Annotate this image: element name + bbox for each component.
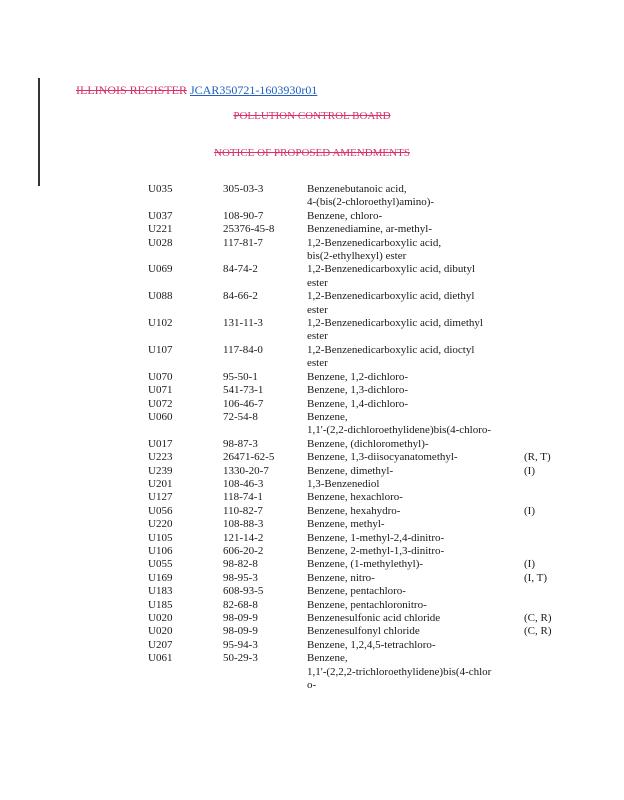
table-row [148,558,584,571]
waste-code: U017 [148,437,173,450]
substance-name [307,223,524,236]
substance-name-line: Benzene, (1-methylethyl)- [307,558,424,571]
table-row [148,237,584,264]
substance-name [307,532,524,545]
table-row [148,478,584,491]
table-row [148,344,584,371]
substance-name [307,183,524,210]
waste-code: U069 [148,263,173,276]
hazard-code: (I) [524,558,535,571]
cas-number: 110-82-7 [223,504,263,517]
substance-name-line: 1,1'-(2,2-dichloroethylidene)bis(4-chloro- [307,424,492,437]
hazard-code [524,384,584,397]
substance-name-line: Benzenediamine, ar-methyl- [307,223,433,236]
substance-name-line: Benzene, 1,3-dichloro- [307,384,409,397]
cas-number: 95-50-1 [223,370,258,383]
hazard-code [524,398,584,411]
table-row [148,545,584,558]
cas-number: 108-88-3 [223,518,264,531]
table-row [148,491,584,504]
waste-code: U070 [148,370,173,383]
table-row [148,398,584,411]
waste-code: U102 [148,317,173,330]
substance-name-line: bis(2-ethylhexyl) ester [307,250,407,263]
substance-name-line: Benzene, 1,2,4,5-tetrachloro- [307,638,436,651]
substance-name [307,465,524,478]
substance-name [307,237,524,264]
substance-name-line: Benzene, 1,4-dichloro- [307,397,409,410]
cas-number: 82-68-8 [223,598,258,611]
substance-name-line: Benzene, 1,3-diisocyanatomethyl- [307,451,458,464]
cas-number: 84-74-2 [223,263,258,276]
substance-name-line: Benzenesulfonic acid chloride [307,612,441,624]
substance-name-line: 1,2-Benzenedicarboxylic acid, [307,236,442,249]
hazard-code [524,438,584,451]
table-row [148,599,584,612]
hazard-code [524,223,584,236]
cas-number: 95-94-3 [223,638,258,651]
hazard-code: (C, R) [524,625,552,638]
table-row [148,317,584,344]
table-row [148,532,584,545]
waste-code: U127 [148,491,173,504]
cas-number: 98-09-9 [223,612,258,624]
register-id-link[interactable]: JCAR350721-1603930r01 [190,83,318,97]
substance-name-line: 1,2-Benzenedicarboxylic acid, dimethyl [307,317,483,330]
notice-title: NOTICE OF PROPOSED AMENDMENTS [214,147,410,159]
table-row [148,572,584,585]
hazard-code [524,545,584,558]
substance-name-line: Benzene, 2-methyl-1,3-dinitro- [307,544,445,557]
table-row [148,505,584,518]
hazard-code [524,652,584,692]
hazard-code: (I) [524,464,535,477]
waste-code: U207 [148,638,173,651]
cas-number: 84-66-2 [223,290,258,303]
hazard-code: (I) [524,504,535,517]
substance-name-line: 1,2-Benzenedicarboxylic acid, diethyl [307,290,475,303]
table-row [148,411,584,438]
substance-name-line: Benzene, 1-methyl-2,4-dinitro- [307,531,445,544]
substance-name [307,558,524,571]
hazard-code [524,263,584,290]
cas-number: 305-03-3 [223,183,264,195]
waste-code: U037 [148,209,173,222]
cas-number: 108-46-3 [223,477,264,490]
substance-name [307,612,524,625]
register-label: ILLINOIS REGISTER [76,83,187,97]
cas-number: 50-29-3 [223,652,258,665]
waste-code: U185 [148,598,173,611]
substance-name [307,478,524,491]
waste-code: U239 [148,464,173,477]
substance-name [307,652,524,692]
hazard-code [524,518,584,531]
substance-name-line: Benzene, hexahydro- [307,504,401,517]
substance-name-line: 1,2-Benzenedicarboxylic acid, dioctyl [307,343,475,356]
table-row [148,371,584,384]
hazard-code [524,371,584,384]
table-row [148,451,584,464]
substance-name-line: ester [307,276,328,289]
substance-name [307,398,524,411]
substance-name-line: Benzenebutanoic acid, [307,183,407,195]
substance-name-line: Benzene, nitro- [307,571,375,584]
substance-name [307,411,524,438]
table-row [148,518,584,531]
substance-name [307,451,524,464]
table-body [148,183,584,692]
hazard-code [524,411,584,438]
substance-name [307,639,524,652]
substance-name-line: 1,2-Benzenedicarboxylic acid, dibutyl [307,263,475,276]
substance-name-line: Benzene, hexachloro- [307,491,403,504]
hazard-code: (C, R) [524,612,552,624]
table-row [148,612,584,625]
hazard-code [524,599,584,612]
cas-number: 106-46-7 [223,397,264,410]
revision-margin-bar [38,78,40,186]
substance-name [307,585,524,598]
substance-name [307,263,524,290]
waste-code: U060 [148,410,173,423]
substance-name [307,290,524,317]
table-row [148,639,584,652]
substance-name-line: Benzene, [307,652,348,665]
hazard-code [524,290,584,317]
substance-name [307,344,524,371]
waste-code: U088 [148,290,173,303]
substance-name-line: 4-(bis(2-chloroethyl)amino)- [307,196,435,209]
cas-number: 108-90-7 [223,209,264,222]
cas-number: 117-84-0 [223,343,263,356]
hazardous-waste-table [148,183,584,692]
waste-code: U055 [148,558,173,571]
substance-name-line: Benzene, (dichloromethyl)- [307,437,429,450]
substance-name [307,505,524,518]
hazard-code [524,317,584,344]
substance-name-line: Benzene, dimethyl- [307,464,394,477]
cas-number: 121-14-2 [223,531,264,544]
hazard-code [524,585,584,598]
cas-number: 117-81-7 [223,236,263,249]
waste-code: U020 [148,625,173,638]
hazard-code [524,183,584,210]
waste-code: U071 [148,384,173,397]
cas-number: 98-82-8 [223,558,258,571]
substance-name [307,518,524,531]
table-row [148,183,584,210]
register-header [76,83,317,98]
hazard-code [524,639,584,652]
hazard-code [524,344,584,371]
cas-number: 118-74-1 [223,491,263,504]
table-row [148,625,584,638]
cas-number: 1330-20-7 [223,464,269,477]
substance-name [307,384,524,397]
cas-number: 98-87-3 [223,437,258,450]
cas-number: 131-11-3 [223,317,263,330]
hazard-code [524,532,584,545]
hazard-code [524,210,584,223]
waste-code: U061 [148,652,173,665]
notice-heading [0,147,624,159]
substance-name-line: o- [307,679,317,692]
cas-number: 608-93-5 [223,585,264,598]
waste-code: U105 [148,531,173,544]
substance-name [307,599,524,612]
table-row [148,465,584,478]
hazard-code: (R, T) [524,451,551,464]
substance-name-line: ester [307,330,328,343]
waste-code: U169 [148,571,173,584]
substance-name [307,572,524,585]
substance-name-line: 1,3-Benzenediol [307,477,380,490]
waste-code: U106 [148,544,173,557]
substance-name-line: Benzene, pentachloronitro- [307,598,427,611]
cas-number: 606-20-2 [223,544,264,557]
substance-name-line: Benzene, pentachloro- [307,585,406,598]
substance-name-line: ester [307,357,328,370]
substance-name-line: Benzene, [307,410,348,423]
cas-number: 541-73-1 [223,384,264,397]
substance-name [307,317,524,344]
substance-name [307,438,524,451]
waste-code: U201 [148,477,173,490]
board-title: POLLUTION CONTROL BOARD [233,110,391,122]
table-row [148,652,584,692]
waste-code: U020 [148,612,173,624]
table-row [148,223,584,236]
substance-name [307,371,524,384]
substance-name-line: Benzene, methyl- [307,518,385,531]
waste-code: U183 [148,585,173,598]
waste-code: U035 [148,183,173,195]
waste-code: U107 [148,343,173,356]
waste-code: U028 [148,236,173,249]
table-row [148,210,584,223]
cas-number: 25376-45-8 [223,223,275,236]
cas-number: 26471-62-5 [223,451,275,464]
substance-name-line: 1,1'-(2,2,2-trichloroethylidene)bis(4-chlor [307,665,492,678]
board-heading [0,110,624,122]
table-row [148,384,584,397]
cas-number: 98-09-9 [223,625,258,638]
substance-name-line: Benzenesulfonyl chloride [307,625,420,638]
cas-number: 72-54-8 [223,410,258,423]
substance-name-line: ester [307,303,328,316]
hazard-code [524,237,584,264]
table-row [148,263,584,290]
cas-number: 98-95-3 [223,571,258,584]
hazard-code [524,491,584,504]
substance-name [307,545,524,558]
substance-name [307,625,524,638]
substance-name-line: Benzene, 1,2-dichloro- [307,370,409,383]
hazard-code: (I, T) [524,571,548,584]
substance-name-line: Benzene, chloro- [307,209,383,222]
hazard-code [524,478,584,491]
waste-code: U056 [148,504,173,517]
substance-name [307,491,524,504]
waste-code: U221 [148,223,173,236]
waste-code: U220 [148,518,173,531]
waste-code: U072 [148,397,173,410]
table-row [148,585,584,598]
substance-name [307,210,524,223]
waste-code: U223 [148,451,173,464]
table-row [148,438,584,451]
table-row [148,290,584,317]
